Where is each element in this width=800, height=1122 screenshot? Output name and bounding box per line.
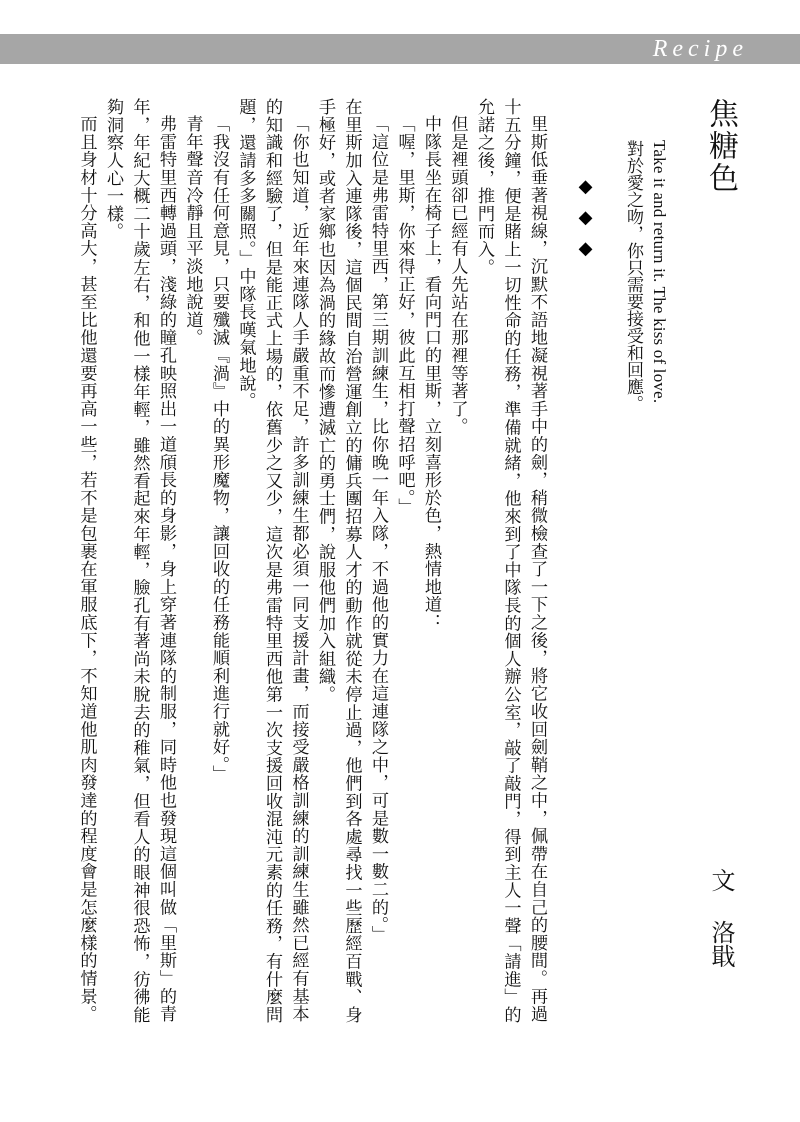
epigraph	[620, 140, 672, 480]
paragraph: 中隊長坐在椅子上，看向門口的里斯，立刻喜形於色，熱情地道：	[421, 115, 441, 632]
paragraph: 「這位是弗雷特里西，第三期訓練生，比你晚一年入隊，不過他的實力在這連隊之中，可是數一數二的。」	[368, 115, 388, 944]
byline	[706, 868, 736, 1018]
paragraph: 里斯低垂著視線，沉默不語地凝視著手中的劍，稍微檢查了一下之後，將它收回劍鞘之中，佩帶在自己的腰間。再過十五分鐘，便是賭上一切性命的任務，準備就緒，他來到了中隊長的個人辦公室，敲了敲門，得到主人一聲「請進」的允諾之後，推門而入。	[474, 98, 547, 1024]
paragraph: 而且身材十分高大，甚至比他還要再高一些，若不是包裹在軍服底下，不知道他肌肉發達的程度會是怎麼樣的情景。	[76, 115, 97, 1023]
paragraph: 但是裡頭卻已經有人先站在那裡等著了。	[447, 115, 468, 436]
paragraph: 「我沒有任何意見，只要殲滅『渦』中的異形魔物，讓回收的任務能順利進行就好。」	[209, 115, 229, 783]
byline-label: 文	[707, 868, 735, 892]
header-band	[0, 34, 800, 64]
paragraph: 在里斯加入連隊後，這個民間自治營運創立的傭兵團招募人才的動作就從未停止過，他們到各處尋找一些歷經百戰、身手極好，或者家鄉也因為渦的緣故而慘遭滅亡的勇士們，說服他們加入組織。	[315, 98, 362, 1024]
paragraph: 「喔，里斯，你來得正好，彼此互相打聲招呼吧。」	[394, 115, 415, 516]
author-name: 洛戢	[707, 920, 735, 968]
paragraph: 「你也知道，近年來連隊人手嚴重不足，許多訓練生都必須一同支援計畫，而接受嚴格訓練的訓練生雖然已經有基本的知識和經驗了，但是能正式上場的，依舊少之又少，這次是弗雷特里西他第一次支援回收混沌元素的任務，有什麼問題，還請多多關照。」中隊長嘆氣地說。	[235, 98, 309, 1024]
body-text	[78, 98, 550, 1038]
paragraph: 弗雷特里西轉過頭，淺綠的瞳孔映照出一道頎長的身影，身上穿著連隊的制服，同時他也發現這個叫做「里斯」的青年，年紀大概二十歲左右，和他一樣年輕，雖然看起來年輕，臉孔有著尚未脫去的稚氣，但看人的眼神很恐怖，彷彿能夠洞察人心一樣。	[103, 98, 176, 1024]
section-label: Recipe	[652, 36, 748, 62]
article-title: 焦糖色	[703, 98, 738, 194]
diamond-divider-icon: ◆◆◆	[575, 176, 596, 269]
epigraph-english: Take it and return it. The kiss of love.	[650, 140, 669, 404]
epigraph-chinese: 對於愛之吻，你只需要接受和回應。	[623, 140, 643, 412]
paragraph: 青年聲音冷靜且平淡地說道。	[182, 115, 203, 347]
